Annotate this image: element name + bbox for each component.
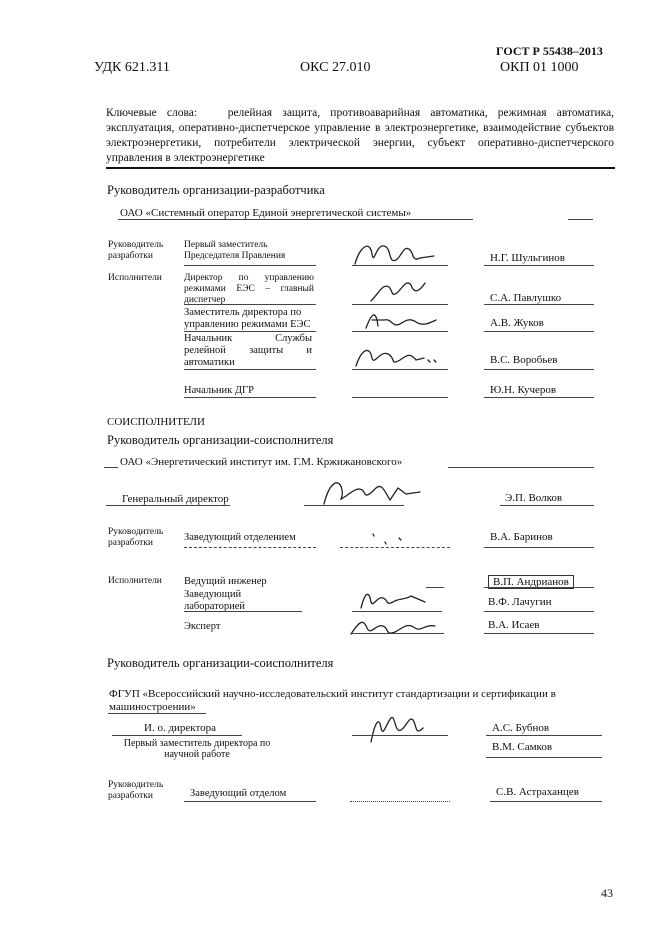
coexecutor1-executor-name: В.А. Исаев — [488, 619, 540, 631]
coexecutor1-org: ОАО «Энергетический институт им. Г.М. Кржижановского» — [120, 456, 403, 468]
developer-executor-position: Начальник Службы релейной защиты и автоматики — [184, 333, 312, 368]
signature-shulginov — [350, 236, 440, 272]
coexecutor1-executor-position: Эксперт — [184, 621, 221, 632]
line — [184, 369, 316, 370]
line — [484, 265, 594, 266]
coexecutor2-head-name: С.В. Астраханцев — [496, 786, 579, 798]
line — [484, 369, 594, 370]
developer-org-line — [118, 219, 473, 220]
coexecutor1-executor-name: В.Ф. Лачугин — [488, 596, 552, 608]
coexecutor1-executor-position: Заведующий лабораторией — [184, 589, 245, 612]
signature-zhukov — [362, 306, 442, 332]
line — [352, 369, 448, 370]
line — [484, 587, 594, 588]
developer-executor-position: Заместитель директора по управлению режимами ЕЭС — [184, 307, 311, 330]
line — [184, 304, 316, 305]
coexecutor1-head-name: В.А. Баринов — [490, 531, 553, 543]
line — [448, 467, 594, 468]
oks-code: ОКС 27.010 — [300, 60, 371, 75]
coexecutor1-director-name: Э.П. Волков — [505, 492, 563, 504]
line — [104, 467, 118, 468]
coexecutor1-director-position: Генеральный директор — [122, 493, 229, 505]
line — [484, 304, 594, 305]
line — [486, 757, 602, 758]
developer-executor-name: С.А. Павлушко — [490, 292, 562, 304]
standard-number: ГОСТ Р 55438–2013 — [496, 44, 603, 58]
line — [484, 331, 594, 332]
line — [184, 397, 316, 398]
line — [184, 547, 316, 548]
coexecutor1-executors-label: Исполнители — [108, 576, 162, 586]
coexecutor1-head-role: Руководитель разработки — [108, 527, 164, 548]
signature-lachugin — [355, 584, 435, 612]
line — [484, 611, 594, 612]
signature-vorobyev — [350, 340, 440, 372]
coexecutor1-heading: Руководитель организации-соисполнителя — [107, 433, 334, 447]
coexecutor2-head-role: Руководитель разработки — [108, 780, 164, 801]
line — [490, 801, 602, 802]
line — [486, 735, 602, 736]
line — [184, 265, 316, 266]
line — [184, 801, 316, 802]
line — [352, 331, 448, 332]
keywords-label: Ключевые слова: — [106, 107, 198, 119]
coexecutor2-heading: Руководитель организации-соисполнителя — [107, 656, 334, 670]
okp-code: ОКП 01 1000 — [500, 60, 579, 75]
keywords-block — [106, 106, 614, 166]
developer-head-name: Н.Г. Шульгинов — [490, 252, 565, 264]
signature-bubnov — [365, 708, 435, 748]
line — [184, 331, 316, 332]
coexecutor2-acting-director-position: И. о. директора — [144, 722, 217, 734]
line — [350, 801, 450, 802]
coexecutor2-deputy-position: Первый заместитель директора по научной работе — [123, 738, 271, 760]
line — [484, 397, 594, 398]
line — [340, 547, 450, 548]
developer-executor-name: Ю.Н. Кучеров — [490, 384, 557, 396]
line — [108, 713, 206, 714]
developer-head-position: Первый заместитель Председателя Правления — [184, 240, 286, 261]
line — [352, 304, 448, 305]
line — [484, 633, 594, 634]
line — [352, 633, 444, 634]
developer-heading: Руководитель организации-разработчика — [107, 183, 325, 197]
coexecutor1-head-position: Заведующий отделением — [184, 532, 296, 543]
developer-executor-name: В.С. Воробьев — [490, 354, 558, 366]
coexecutor1-executor-name: В.П. Андрианов — [488, 575, 574, 589]
line — [500, 505, 594, 506]
signature-isaev — [345, 612, 445, 642]
developer-executor-position: Начальник ДГР — [184, 385, 254, 396]
line — [352, 265, 448, 266]
udk-code: УДК 621.311 — [94, 60, 170, 75]
line — [484, 547, 594, 548]
developer-executor-position: Директор по управлению режимами ЕЭС – главный диспетчер — [184, 273, 314, 305]
developer-executors-label: Исполнители — [108, 273, 162, 283]
developer-org: ОАО «Системный оператор Единой энергетической системы» — [120, 207, 412, 219]
line — [352, 735, 448, 736]
coexecutor1-executor-position: Ведущий инженер — [184, 576, 267, 587]
signature-pavlushko — [365, 275, 435, 305]
developer-executor-name: А.В. Жуков — [490, 317, 544, 329]
line — [304, 505, 404, 506]
coexecutor2-acting-director-name: А.С. Бубнов — [492, 722, 550, 734]
coexecutor2-head-position: Заведующий отделом — [190, 788, 287, 799]
coexecutor2-org: ФГУП «Всероссийский научно-исследовательский институт стандартизации и сертификации в машиностроении» — [109, 688, 556, 713]
page-number: 43 — [601, 886, 613, 900]
line — [352, 397, 448, 398]
line — [184, 611, 302, 612]
developer-head-role: Руководитель разработки — [108, 240, 164, 261]
line — [112, 735, 242, 736]
coexecutors-title: СОИСПОЛНИТЕЛИ — [107, 416, 205, 428]
keywords-text: релейная защита, противоаварийная автоматика, режимная автоматика, эксплуатация, оперативно-диспетчерское управление в электроэнергетике, взаимодействие субъектов электроэнергетики, потребители электрической энергии, субъект оперативно-диспетчерского управления в электроэнергетике — [106, 107, 614, 164]
line — [106, 505, 230, 506]
coexecutor2-deputy-name: В.М. Самков — [492, 741, 553, 753]
developer-org-line-end — [568, 219, 593, 220]
keywords-divider — [106, 167, 615, 169]
